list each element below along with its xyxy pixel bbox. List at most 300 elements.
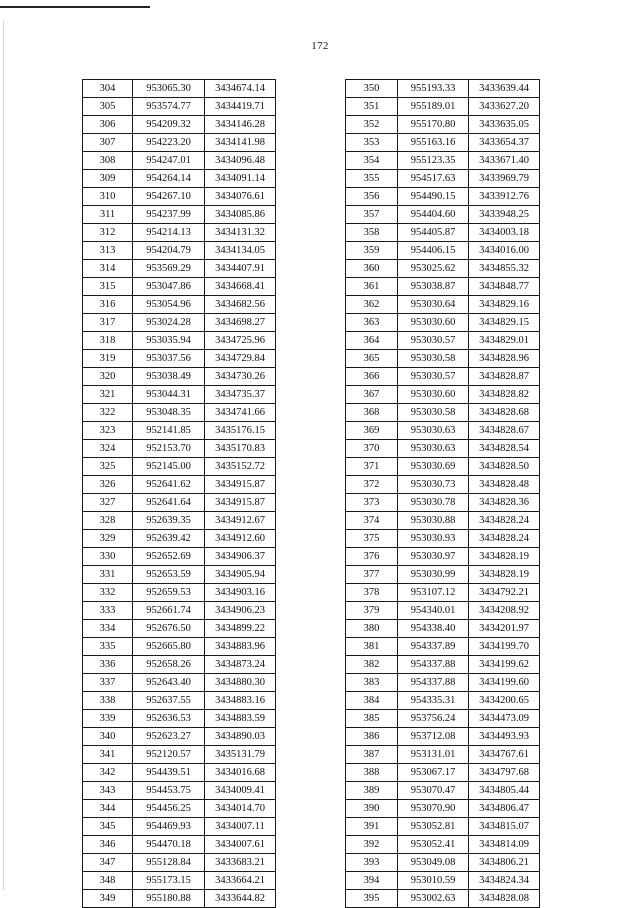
- x-coordinate-cell: 954340.01: [398, 602, 469, 620]
- x-coordinate-cell: 952652.69: [133, 548, 205, 566]
- y-coordinate-cell: 3434828.50: [469, 458, 540, 476]
- table-row: [83, 620, 276, 638]
- table-row: [83, 800, 276, 818]
- point-number-cell: 366: [346, 368, 398, 386]
- y-coordinate-cell: 3434141.98: [205, 134, 276, 152]
- point-number-cell: 385: [346, 710, 398, 728]
- table-row: [346, 260, 540, 278]
- table-row: [346, 566, 540, 584]
- y-coordinate-cell: 3434493.93: [469, 728, 540, 746]
- y-coordinate-cell: 3434824.34: [469, 872, 540, 890]
- y-coordinate-cell: 3434091.14: [205, 170, 276, 188]
- point-number-cell: 304: [83, 80, 133, 98]
- y-coordinate-cell: 3434848.77: [469, 278, 540, 296]
- table-row: [83, 386, 276, 404]
- point-number-cell: 342: [83, 764, 133, 782]
- point-number-cell: 314: [83, 260, 133, 278]
- x-coordinate-cell: 954223.20: [133, 134, 205, 152]
- table-row: [83, 548, 276, 566]
- point-number-cell: 344: [83, 800, 133, 818]
- y-coordinate-cell: 3434883.96: [205, 638, 276, 656]
- y-coordinate-cell: 3433912.76: [469, 188, 540, 206]
- y-coordinate-cell: 3433639.44: [469, 80, 540, 98]
- table-row: [346, 386, 540, 404]
- y-coordinate-cell: 3433654.37: [469, 134, 540, 152]
- x-coordinate-cell: 953030.93: [398, 530, 469, 548]
- x-coordinate-cell: 954469.93: [133, 818, 205, 836]
- x-coordinate-cell: 952145.00: [133, 458, 205, 476]
- point-number-cell: 335: [83, 638, 133, 656]
- x-coordinate-cell: 953010.59: [398, 872, 469, 890]
- x-coordinate-cell: 955128.84: [133, 854, 205, 872]
- table-row: [83, 152, 276, 170]
- y-coordinate-cell: 3434007.61: [205, 836, 276, 854]
- y-coordinate-cell: 3434915.87: [205, 476, 276, 494]
- y-coordinate-cell: 3434003.18: [469, 224, 540, 242]
- point-number-cell: 322: [83, 404, 133, 422]
- point-number-cell: 327: [83, 494, 133, 512]
- table-row: [346, 800, 540, 818]
- x-coordinate-cell: 953052.41: [398, 836, 469, 854]
- point-number-cell: 328: [83, 512, 133, 530]
- y-coordinate-cell: 3434134.05: [205, 242, 276, 260]
- x-coordinate-cell: 953037.56: [133, 350, 205, 368]
- table-row: [83, 350, 276, 368]
- x-coordinate-cell: 953030.78: [398, 494, 469, 512]
- table-row: [83, 512, 276, 530]
- point-number-cell: 352: [346, 116, 398, 134]
- table-row: [83, 584, 276, 602]
- point-number-cell: 360: [346, 260, 398, 278]
- point-number-cell: 379: [346, 602, 398, 620]
- point-number-cell: 386: [346, 728, 398, 746]
- x-coordinate-cell: 952153.70: [133, 440, 205, 458]
- point-number-cell: 330: [83, 548, 133, 566]
- table-row: [83, 836, 276, 854]
- point-number-cell: 378: [346, 584, 398, 602]
- table-row: [346, 728, 540, 746]
- x-coordinate-cell: 953030.88: [398, 512, 469, 530]
- y-coordinate-cell: 3434741.66: [205, 404, 276, 422]
- point-number-cell: 316: [83, 296, 133, 314]
- point-number-cell: 308: [83, 152, 133, 170]
- table-row: [346, 872, 540, 890]
- table-row: [83, 746, 276, 764]
- point-number-cell: 350: [346, 80, 398, 98]
- y-coordinate-cell: 3434208.92: [469, 602, 540, 620]
- table-row: [346, 98, 540, 116]
- y-coordinate-cell: 3434912.60: [205, 530, 276, 548]
- point-number-cell: 309: [83, 170, 133, 188]
- y-coordinate-cell: 3434797.68: [469, 764, 540, 782]
- y-coordinate-cell: 3434806.47: [469, 800, 540, 818]
- x-coordinate-cell: 953030.58: [398, 404, 469, 422]
- table-row: [346, 278, 540, 296]
- point-number-cell: 312: [83, 224, 133, 242]
- point-number-cell: 317: [83, 314, 133, 332]
- point-number-cell: 363: [346, 314, 398, 332]
- point-number-cell: 339: [83, 710, 133, 728]
- table-row: [83, 818, 276, 836]
- point-number-cell: 306: [83, 116, 133, 134]
- point-number-cell: 359: [346, 242, 398, 260]
- x-coordinate-cell: 954490.15: [398, 188, 469, 206]
- x-coordinate-cell: 952637.55: [133, 692, 205, 710]
- point-number-cell: 340: [83, 728, 133, 746]
- y-coordinate-cell: 3434016.00: [469, 242, 540, 260]
- table-row: [83, 494, 276, 512]
- point-number-cell: 384: [346, 692, 398, 710]
- y-coordinate-cell: 3433671.40: [469, 152, 540, 170]
- table-row: [83, 116, 276, 134]
- table-row: [346, 134, 540, 152]
- y-coordinate-cell: 3434146.28: [205, 116, 276, 134]
- x-coordinate-cell: 953030.69: [398, 458, 469, 476]
- page-number: 172: [311, 40, 329, 52]
- y-coordinate-cell: 3434828.19: [469, 566, 540, 584]
- x-coordinate-cell: 954209.32: [133, 116, 205, 134]
- x-coordinate-cell: 952665.80: [133, 638, 205, 656]
- x-coordinate-cell: 952641.64: [133, 494, 205, 512]
- point-number-cell: 368: [346, 404, 398, 422]
- x-coordinate-cell: 953030.99: [398, 566, 469, 584]
- x-coordinate-cell: 954439.51: [133, 764, 205, 782]
- x-coordinate-cell: 954517.63: [398, 170, 469, 188]
- x-coordinate-cell: 954405.87: [398, 224, 469, 242]
- x-coordinate-cell: 952658.26: [133, 656, 205, 674]
- x-coordinate-cell: 952639.35: [133, 512, 205, 530]
- x-coordinate-cell: 955180.88: [133, 890, 205, 908]
- point-number-cell: 381: [346, 638, 398, 656]
- point-number-cell: 394: [346, 872, 398, 890]
- table-row: [346, 458, 540, 476]
- table-row: [83, 224, 276, 242]
- x-coordinate-cell: 952636.53: [133, 710, 205, 728]
- x-coordinate-cell: 953030.64: [398, 296, 469, 314]
- y-coordinate-cell: 3434682.56: [205, 296, 276, 314]
- table-row: [346, 746, 540, 764]
- table-row: [83, 602, 276, 620]
- y-coordinate-cell: 3434828.67: [469, 422, 540, 440]
- point-number-cell: 348: [83, 872, 133, 890]
- table-row: [83, 530, 276, 548]
- table-row: [346, 332, 540, 350]
- table-row: [346, 368, 540, 386]
- x-coordinate-cell: 954214.13: [133, 224, 205, 242]
- point-number-cell: 376: [346, 548, 398, 566]
- y-coordinate-cell: 3434085.86: [205, 206, 276, 224]
- point-number-cell: 349: [83, 890, 133, 908]
- x-coordinate-cell: 954404.60: [398, 206, 469, 224]
- table-row: [83, 692, 276, 710]
- y-coordinate-cell: 3434200.65: [469, 692, 540, 710]
- x-coordinate-cell: 954456.25: [133, 800, 205, 818]
- point-number-cell: 305: [83, 98, 133, 116]
- point-number-cell: 382: [346, 656, 398, 674]
- table-row: [346, 242, 540, 260]
- y-coordinate-cell: 3434828.24: [469, 512, 540, 530]
- point-number-cell: 374: [346, 512, 398, 530]
- point-number-cell: 337: [83, 674, 133, 692]
- x-coordinate-cell: 953052.81: [398, 818, 469, 836]
- y-coordinate-cell: 3434076.61: [205, 188, 276, 206]
- point-number-cell: 377: [346, 566, 398, 584]
- table-row: [346, 170, 540, 188]
- point-number-cell: 380: [346, 620, 398, 638]
- x-coordinate-cell: 953065.30: [133, 80, 205, 98]
- point-number-cell: 372: [346, 476, 398, 494]
- x-coordinate-cell: 953030.60: [398, 314, 469, 332]
- table-row: [83, 764, 276, 782]
- y-coordinate-cell: 3434828.54: [469, 440, 540, 458]
- point-number-cell: 336: [83, 656, 133, 674]
- table-row: [83, 872, 276, 890]
- x-coordinate-cell: 954264.14: [133, 170, 205, 188]
- point-number-cell: 371: [346, 458, 398, 476]
- x-coordinate-cell: 953030.63: [398, 440, 469, 458]
- table-row: [346, 854, 540, 872]
- table-row: [83, 368, 276, 386]
- y-coordinate-cell: 3434007.11: [205, 818, 276, 836]
- table-row: [346, 224, 540, 242]
- point-number-cell: 341: [83, 746, 133, 764]
- table-row: [83, 458, 276, 476]
- point-number-cell: 345: [83, 818, 133, 836]
- y-coordinate-cell: 3434905.94: [205, 566, 276, 584]
- table-row: [83, 710, 276, 728]
- table-row: [346, 584, 540, 602]
- y-coordinate-cell: 3433635.05: [469, 116, 540, 134]
- x-coordinate-cell: 954338.40: [398, 620, 469, 638]
- y-coordinate-cell: 3434199.60: [469, 674, 540, 692]
- y-coordinate-cell: 3434792.21: [469, 584, 540, 602]
- point-number-cell: 347: [83, 854, 133, 872]
- point-number-cell: 365: [346, 350, 398, 368]
- y-coordinate-cell: 3434131.32: [205, 224, 276, 242]
- x-coordinate-cell: 952661.74: [133, 602, 205, 620]
- point-number-cell: 388: [346, 764, 398, 782]
- point-number-cell: 311: [83, 206, 133, 224]
- table-row: [83, 296, 276, 314]
- table-row: [83, 206, 276, 224]
- x-coordinate-cell: 953054.96: [133, 296, 205, 314]
- point-number-cell: 353: [346, 134, 398, 152]
- x-coordinate-cell: 953047.86: [133, 278, 205, 296]
- y-coordinate-cell: 3435152.72: [205, 458, 276, 476]
- y-coordinate-cell: 3433644.82: [205, 890, 276, 908]
- y-coordinate-cell: 3434805.44: [469, 782, 540, 800]
- y-coordinate-cell: 3434828.08: [469, 890, 540, 908]
- table-row: [346, 782, 540, 800]
- y-coordinate-cell: 3434806.21: [469, 854, 540, 872]
- x-coordinate-cell: 952676.50: [133, 620, 205, 638]
- table-row: [346, 638, 540, 656]
- x-coordinate-cell: 953030.57: [398, 332, 469, 350]
- x-coordinate-cell: 954204.79: [133, 242, 205, 260]
- y-coordinate-cell: 3434199.62: [469, 656, 540, 674]
- y-coordinate-cell: 3434407.91: [205, 260, 276, 278]
- table-row: [346, 512, 540, 530]
- table-row: [346, 692, 540, 710]
- table-row: [83, 440, 276, 458]
- point-number-cell: 320: [83, 368, 133, 386]
- point-number-cell: 310: [83, 188, 133, 206]
- x-coordinate-cell: 952141.85: [133, 422, 205, 440]
- point-number-cell: 392: [346, 836, 398, 854]
- y-coordinate-cell: 3434906.23: [205, 602, 276, 620]
- x-coordinate-cell: 955189.01: [398, 98, 469, 116]
- x-coordinate-cell: 953048.35: [133, 404, 205, 422]
- x-coordinate-cell: 953049.08: [398, 854, 469, 872]
- y-coordinate-cell: 3434829.01: [469, 332, 540, 350]
- y-coordinate-cell: 3434828.68: [469, 404, 540, 422]
- y-coordinate-cell: 3434828.19: [469, 548, 540, 566]
- point-number-cell: 307: [83, 134, 133, 152]
- y-coordinate-cell: 3433664.21: [205, 872, 276, 890]
- x-coordinate-cell: 955123.35: [398, 152, 469, 170]
- x-coordinate-cell: 952639.42: [133, 530, 205, 548]
- table-row: [83, 260, 276, 278]
- table-row: [83, 314, 276, 332]
- x-coordinate-cell: 953756.24: [398, 710, 469, 728]
- table-row: [346, 440, 540, 458]
- point-number-cell: 383: [346, 674, 398, 692]
- point-number-cell: 369: [346, 422, 398, 440]
- y-coordinate-cell: 3434096.48: [205, 152, 276, 170]
- x-coordinate-cell: 953025.62: [398, 260, 469, 278]
- table-row: [83, 98, 276, 116]
- y-coordinate-cell: 3434730.26: [205, 368, 276, 386]
- y-coordinate-cell: 3434815.07: [469, 818, 540, 836]
- y-coordinate-cell: 3434767.61: [469, 746, 540, 764]
- point-number-cell: 393: [346, 854, 398, 872]
- table-row: [346, 656, 540, 674]
- table-row: [83, 404, 276, 422]
- y-coordinate-cell: 3434419.71: [205, 98, 276, 116]
- y-coordinate-cell: 3433683.21: [205, 854, 276, 872]
- y-coordinate-cell: 3434698.27: [205, 314, 276, 332]
- point-number-cell: 389: [346, 782, 398, 800]
- point-number-cell: 357: [346, 206, 398, 224]
- table-row: [346, 494, 540, 512]
- x-coordinate-cell: 954470.18: [133, 836, 205, 854]
- table-row: [346, 764, 540, 782]
- table-row: [346, 674, 540, 692]
- table-row: [346, 206, 540, 224]
- y-coordinate-cell: 3434016.68: [205, 764, 276, 782]
- x-coordinate-cell: 954237.99: [133, 206, 205, 224]
- table-row: [83, 188, 276, 206]
- x-coordinate-cell: 953035.94: [133, 332, 205, 350]
- y-coordinate-cell: 3434201.97: [469, 620, 540, 638]
- coordinate-table-right: [345, 79, 540, 908]
- x-coordinate-cell: 954337.88: [398, 656, 469, 674]
- y-coordinate-cell: 3434903.16: [205, 584, 276, 602]
- point-number-cell: 346: [83, 836, 133, 854]
- y-coordinate-cell: 3434828.82: [469, 386, 540, 404]
- x-coordinate-cell: 952659.53: [133, 584, 205, 602]
- table-row: [346, 602, 540, 620]
- table-row: [83, 80, 276, 98]
- point-number-cell: 321: [83, 386, 133, 404]
- y-coordinate-cell: 3434814.09: [469, 836, 540, 854]
- y-coordinate-cell: 3434014.70: [205, 800, 276, 818]
- table-row: [83, 566, 276, 584]
- point-number-cell: 351: [346, 98, 398, 116]
- y-coordinate-cell: 3434473.09: [469, 710, 540, 728]
- x-coordinate-cell: 955163.16: [398, 134, 469, 152]
- x-coordinate-cell: 953030.60: [398, 386, 469, 404]
- point-number-cell: 356: [346, 188, 398, 206]
- y-coordinate-cell: 3434725.96: [205, 332, 276, 350]
- x-coordinate-cell: 952643.40: [133, 674, 205, 692]
- y-coordinate-cell: 3435131.79: [205, 746, 276, 764]
- y-coordinate-cell: 3434873.24: [205, 656, 276, 674]
- point-number-cell: 390: [346, 800, 398, 818]
- point-number-cell: 334: [83, 620, 133, 638]
- header-rule: [0, 6, 150, 8]
- x-coordinate-cell: 953712.08: [398, 728, 469, 746]
- y-coordinate-cell: 3434668.41: [205, 278, 276, 296]
- x-coordinate-cell: 952641.62: [133, 476, 205, 494]
- y-coordinate-cell: 3434009.41: [205, 782, 276, 800]
- point-number-cell: 333: [83, 602, 133, 620]
- x-coordinate-cell: 953024.28: [133, 314, 205, 332]
- table-row: [83, 422, 276, 440]
- x-coordinate-cell: 953038.49: [133, 368, 205, 386]
- point-number-cell: 358: [346, 224, 398, 242]
- point-number-cell: 318: [83, 332, 133, 350]
- y-coordinate-cell: 3434880.30: [205, 674, 276, 692]
- table-row: [83, 782, 276, 800]
- x-coordinate-cell: 952623.27: [133, 728, 205, 746]
- y-coordinate-cell: 3434829.16: [469, 296, 540, 314]
- point-number-cell: 361: [346, 278, 398, 296]
- table-row: [346, 548, 540, 566]
- point-number-cell: 319: [83, 350, 133, 368]
- point-number-cell: 370: [346, 440, 398, 458]
- table-row: [346, 314, 540, 332]
- table-row: [346, 710, 540, 728]
- x-coordinate-cell: 953067.17: [398, 764, 469, 782]
- y-coordinate-cell: 3433627.20: [469, 98, 540, 116]
- table-row: [83, 278, 276, 296]
- coordinate-table-left: [82, 79, 276, 908]
- x-coordinate-cell: 953030.63: [398, 422, 469, 440]
- x-coordinate-cell: 952120.57: [133, 746, 205, 764]
- scan-edge: [3, 20, 4, 890]
- x-coordinate-cell: 955170.80: [398, 116, 469, 134]
- x-coordinate-cell: 954337.89: [398, 638, 469, 656]
- point-number-cell: 315: [83, 278, 133, 296]
- y-coordinate-cell: 3434828.24: [469, 530, 540, 548]
- y-coordinate-cell: 3433969.79: [469, 170, 540, 188]
- table-row: [346, 188, 540, 206]
- table-row: [83, 674, 276, 692]
- table-row: [83, 134, 276, 152]
- point-number-cell: 324: [83, 440, 133, 458]
- x-coordinate-cell: 953044.31: [133, 386, 205, 404]
- point-number-cell: 364: [346, 332, 398, 350]
- x-coordinate-cell: 953574.77: [133, 98, 205, 116]
- table-row: [346, 116, 540, 134]
- point-number-cell: 391: [346, 818, 398, 836]
- y-coordinate-cell: 3434883.59: [205, 710, 276, 728]
- y-coordinate-cell: 3434199.70: [469, 638, 540, 656]
- table-row: [83, 242, 276, 260]
- x-coordinate-cell: 953070.90: [398, 800, 469, 818]
- x-coordinate-cell: 953030.57: [398, 368, 469, 386]
